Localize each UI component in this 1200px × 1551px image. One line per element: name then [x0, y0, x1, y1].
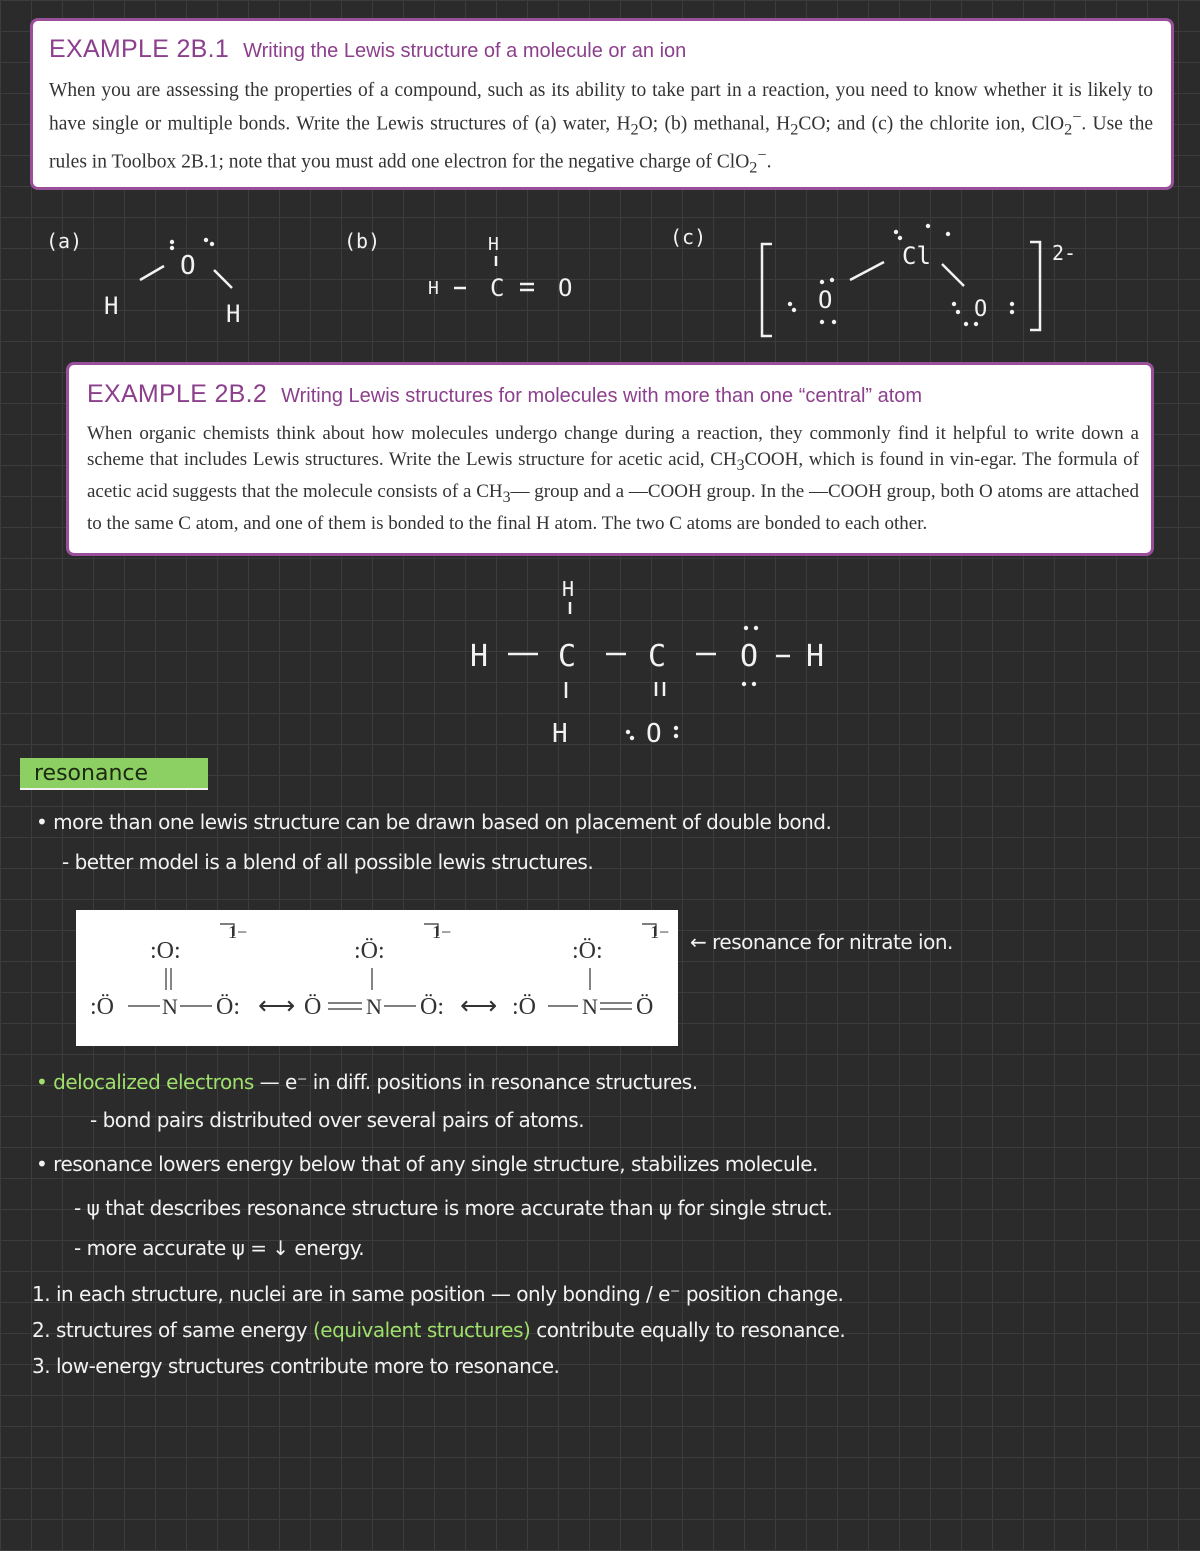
body-text: When organic chemists think about how molecules undergo change during a reaction, they commonly find it helpful to write down a scheme that includes Lewis structures. Write the Lewis structure for acetic acid, CH [87, 423, 1139, 470]
label-a: (a) [46, 229, 83, 253]
atom-H: H [806, 639, 825, 674]
charge: 1− [228, 922, 248, 942]
rule-1: 1. in each structure, nuclei are in same position — only bonding / e⁻ position change. [32, 1282, 844, 1306]
brackets [762, 242, 1040, 336]
resonance-arrow: ⟷ [460, 991, 498, 1020]
atom-H: H [104, 292, 119, 320]
atom-N: N [582, 994, 598, 1019]
example-2b2-box [66, 362, 1154, 556]
atom-O: O [646, 719, 662, 749]
body-text: CO; and (c) the chlorite ion, ClO [798, 113, 1065, 135]
lone-top-O: :Ö: [572, 938, 603, 964]
atom-H: H [226, 300, 241, 328]
equivalent-structures-term: (equivalent structures) [312, 1318, 531, 1342]
lone-pairs [170, 238, 214, 250]
example-2b2-body [87, 421, 1139, 537]
charge: 1− [650, 922, 670, 942]
body-text: . Use the rules in Toolbox 2B.1; note that you must add one electron for the negative charge of ClO [49, 113, 1153, 173]
atom-O: O [740, 639, 759, 674]
body-text: . [766, 151, 772, 173]
body-text: When you are assessing the properties of a compound, such as its ability to take part in a reaction, you need to know whether it is likely to have single or multiple bonds. Write the Lewis structures of (a) water, H [49, 80, 1153, 135]
rule-2-text: contribute equally to resonance. [530, 1318, 846, 1342]
atom-H: H [552, 719, 568, 749]
atom-O: O [180, 251, 196, 281]
charge: 1− [432, 922, 452, 942]
atom-H: H [488, 234, 499, 255]
nitrate-bonds [128, 924, 656, 1009]
note-bullet-1: • more than one lewis structure can be drawn based on placement of double bond. [36, 810, 832, 834]
rule-2-text: 2. structures of same energy [32, 1318, 313, 1342]
right-O: Ö: [216, 994, 240, 1020]
atom-H: H [562, 577, 575, 601]
rule-2 [32, 1318, 845, 1342]
body-text: COOH, which is found in vin-egar. The formula of acetic acid suggests that the molecule consists of a CH [87, 449, 1140, 502]
note-bullet-2-text: — e⁻ in diff. positions in resonance structures. [253, 1070, 698, 1094]
atom-N: N [366, 994, 382, 1019]
atom-H: H [428, 278, 439, 299]
acetic-acid-sketch [0, 566, 1200, 752]
label-b: (b) [344, 229, 381, 253]
delocalized-electrons-term: • delocalized electrons [36, 1070, 254, 1094]
subscript: 2 [630, 120, 639, 139]
atom-H: H [470, 639, 489, 674]
right-O: Ö: [420, 994, 444, 1020]
example-title: Writing the Lewis structure of a molecule or an ion [243, 40, 687, 62]
atom-O: O [974, 297, 988, 322]
atom-O: O [558, 274, 573, 302]
resonance-arrow: ⟷ [258, 991, 296, 1020]
subscript: 3 [502, 488, 511, 506]
resonance-heading: resonance [20, 758, 208, 790]
nitrate-resonance-figure [76, 910, 678, 1046]
note-bullet-3-sub-1: - ψ that describes resonance structure is more accurate than ψ for single struct. [74, 1196, 833, 1220]
example-2b1-header [49, 35, 1153, 64]
double-O: Ö [304, 994, 322, 1020]
example-number: EXAMPLE 2B.2 [87, 380, 268, 408]
example-2b1-body [49, 78, 1153, 181]
superscript: − [757, 146, 767, 165]
label-c: (c) [670, 225, 707, 249]
left-O: :Ö [90, 994, 114, 1020]
lone-top-O: :O: [150, 938, 181, 964]
example-number: EXAMPLE 2B.1 [49, 35, 230, 63]
example-2b2-header [87, 380, 1139, 409]
subscript: 2 [749, 158, 758, 177]
subscript: 3 [736, 456, 745, 474]
note-bullet-1-sub: - better model is a blend of all possible lewis structures. [62, 850, 594, 874]
atom-O: O [818, 286, 833, 314]
double-O: Ö [636, 994, 654, 1020]
left-O: :Ö [512, 994, 536, 1020]
atom-C: C [558, 639, 577, 674]
body-text: O; (b) methanal, H [638, 113, 791, 135]
atom-N: N [162, 994, 178, 1019]
atom-C: C [490, 274, 505, 302]
note-bullet-3: • resonance lowers energy below that of any single structure, stabilizes molecule. [36, 1152, 818, 1176]
note-bullet-2 [36, 1070, 698, 1094]
note-bullet-3-sub-2: - more accurate ψ = ↓ energy. [74, 1236, 365, 1260]
lewis-sketches-example1 [0, 200, 1200, 360]
example-2b1-box [30, 18, 1174, 190]
nitrate-resonance-svg [76, 910, 678, 1046]
lone-top-O: :Ö: [354, 938, 385, 964]
subscript: 2 [790, 120, 799, 139]
superscript: − [1072, 108, 1082, 126]
atom-Cl: Cl [902, 242, 931, 270]
body-text: — group and a —COOH group. In the —COOH group, both O atoms are attached to the same C atom, and one of them is bonded to the final H atom. The two C atoms are bonded to each other. [87, 480, 1139, 534]
charge-label: 2- [1052, 241, 1077, 265]
note-bullet-2-sub: - bond pairs distributed over several pairs of atoms. [90, 1108, 585, 1132]
atom-C: C [648, 639, 667, 674]
subscript: 2 [1064, 120, 1073, 139]
rule-3: 3. low-energy structures contribute more to resonance. [32, 1354, 560, 1378]
nitrate-note: ← resonance for nitrate ion. [690, 930, 953, 954]
example-title: Writing Lewis structures for molecules with more than one “central” atom [281, 385, 923, 407]
